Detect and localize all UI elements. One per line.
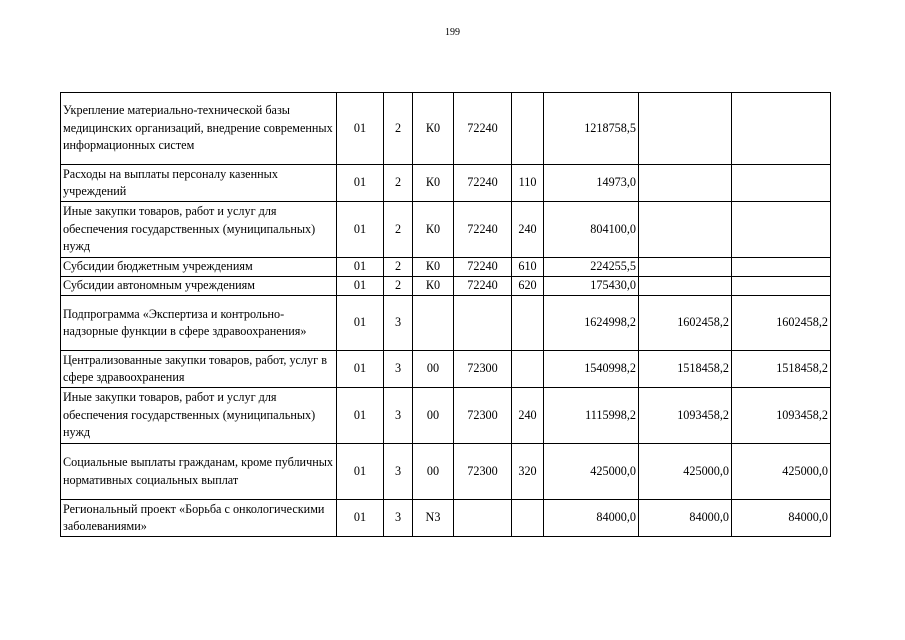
budget-table-body: [61, 93, 831, 537]
subsection-code-cell: 2: [384, 93, 413, 165]
amount-year3-cell: 1602458,2: [732, 296, 831, 351]
amount-year3-cell: [732, 258, 831, 277]
section-code-cell: 01: [337, 388, 384, 444]
target-code-cell: [454, 296, 512, 351]
expense-type-cell: 620: [512, 277, 544, 296]
amount-year3-cell: 425000,0: [732, 444, 831, 500]
row-name-cell: Централизованные закупки товаров, работ, услуг в сфере здравоохранения: [61, 351, 337, 388]
expense-type-cell: [512, 351, 544, 388]
amount-year3-cell: [732, 93, 831, 165]
expense-type-cell: 240: [512, 202, 544, 258]
program-code-cell: К0: [413, 165, 454, 202]
target-code-cell: 72300: [454, 351, 512, 388]
expense-type-cell: [512, 93, 544, 165]
table-row: [61, 296, 831, 351]
table-row: [61, 202, 831, 258]
subsection-code-cell: 3: [384, 388, 413, 444]
section-code-cell: 01: [337, 277, 384, 296]
amount-year1-cell: 14973,0: [544, 165, 639, 202]
budget-table: [60, 92, 831, 537]
target-code-cell: 72240: [454, 165, 512, 202]
amount-year2-cell: 1602458,2: [639, 296, 732, 351]
amount-year2-cell: 425000,0: [639, 444, 732, 500]
section-code-cell: 01: [337, 93, 384, 165]
program-code-cell: К0: [413, 277, 454, 296]
subsection-code-cell: 2: [384, 202, 413, 258]
amount-year1-cell: 804100,0: [544, 202, 639, 258]
target-code-cell: 72240: [454, 202, 512, 258]
amount-year1-cell: 1115998,2: [544, 388, 639, 444]
section-code-cell: 01: [337, 500, 384, 537]
row-name-cell: Расходы на выплаты персоналу казенных учреждений: [61, 165, 337, 202]
subsection-code-cell: 2: [384, 277, 413, 296]
subsection-code-cell: 3: [384, 351, 413, 388]
table-row: [61, 388, 831, 444]
amount-year1-cell: 84000,0: [544, 500, 639, 537]
table-row: [61, 165, 831, 202]
program-code-cell: 00: [413, 388, 454, 444]
subsection-code-cell: 3: [384, 444, 413, 500]
section-code-cell: 01: [337, 296, 384, 351]
amount-year1-cell: 224255,5: [544, 258, 639, 277]
expense-type-cell: 320: [512, 444, 544, 500]
subsection-code-cell: 3: [384, 500, 413, 537]
table-row: [61, 500, 831, 537]
amount-year3-cell: [732, 165, 831, 202]
row-name-cell: Субсидии автономным учреждениям: [61, 277, 337, 296]
amount-year2-cell: [639, 277, 732, 296]
row-name-cell: Социальные выплаты гражданам, кроме публичных нормативных социальных выплат: [61, 444, 337, 500]
expense-type-cell: 240: [512, 388, 544, 444]
target-code-cell: [454, 500, 512, 537]
amount-year2-cell: 84000,0: [639, 500, 732, 537]
program-code-cell: К0: [413, 258, 454, 277]
program-code-cell: К0: [413, 202, 454, 258]
row-name-cell: Иные закупки товаров, работ и услуг для обеспечения государственных (муниципальных) нужд: [61, 388, 337, 444]
section-code-cell: 01: [337, 165, 384, 202]
amount-year2-cell: [639, 202, 732, 258]
row-name-cell: Иные закупки товаров, работ и услуг для обеспечения государственных (муниципальных) нужд: [61, 202, 337, 258]
program-code-cell: К0: [413, 93, 454, 165]
program-code-cell: N3: [413, 500, 454, 537]
amount-year1-cell: 1540998,2: [544, 351, 639, 388]
amount-year2-cell: [639, 93, 732, 165]
target-code-cell: 72240: [454, 93, 512, 165]
amount-year3-cell: 1518458,2: [732, 351, 831, 388]
table-row: [61, 444, 831, 500]
row-name-cell: Региональный проект «Борьба с онкологическими заболеваниями»: [61, 500, 337, 537]
program-code-cell: 00: [413, 444, 454, 500]
target-code-cell: 72300: [454, 444, 512, 500]
target-code-cell: 72300: [454, 388, 512, 444]
section-code-cell: 01: [337, 444, 384, 500]
amount-year2-cell: [639, 165, 732, 202]
amount-year1-cell: 425000,0: [544, 444, 639, 500]
table-row: [61, 277, 831, 296]
section-code-cell: 01: [337, 258, 384, 277]
expense-type-cell: [512, 296, 544, 351]
section-code-cell: 01: [337, 202, 384, 258]
program-code-cell: 00: [413, 351, 454, 388]
expense-type-cell: [512, 500, 544, 537]
amount-year3-cell: 1093458,2: [732, 388, 831, 444]
amount-year2-cell: [639, 258, 732, 277]
amount-year1-cell: 1218758,5: [544, 93, 639, 165]
expense-type-cell: 610: [512, 258, 544, 277]
page-number: 199: [445, 27, 460, 38]
target-code-cell: 72240: [454, 277, 512, 296]
row-name-cell: Субсидии бюджетным учреждениям: [61, 258, 337, 277]
table-row: [61, 258, 831, 277]
row-name-cell: Подпрограмма «Экспертиза и контрольно-надзорные функции в сфере здравоохранения»: [61, 296, 337, 351]
amount-year3-cell: [732, 202, 831, 258]
subsection-code-cell: 3: [384, 296, 413, 351]
table-row: [61, 93, 831, 165]
target-code-cell: 72240: [454, 258, 512, 277]
program-code-cell: [413, 296, 454, 351]
section-code-cell: 01: [337, 351, 384, 388]
subsection-code-cell: 2: [384, 165, 413, 202]
table-row: [61, 351, 831, 388]
amount-year1-cell: 1624998,2: [544, 296, 639, 351]
row-name-cell: Укрепление материально-технической базы медицинских организаций, внедрение современных информационных систем: [61, 93, 337, 165]
subsection-code-cell: 2: [384, 258, 413, 277]
amount-year2-cell: 1518458,2: [639, 351, 732, 388]
amount-year3-cell: [732, 277, 831, 296]
amount-year2-cell: 1093458,2: [639, 388, 732, 444]
expense-type-cell: 110: [512, 165, 544, 202]
amount-year3-cell: 84000,0: [732, 500, 831, 537]
amount-year1-cell: 175430,0: [544, 277, 639, 296]
